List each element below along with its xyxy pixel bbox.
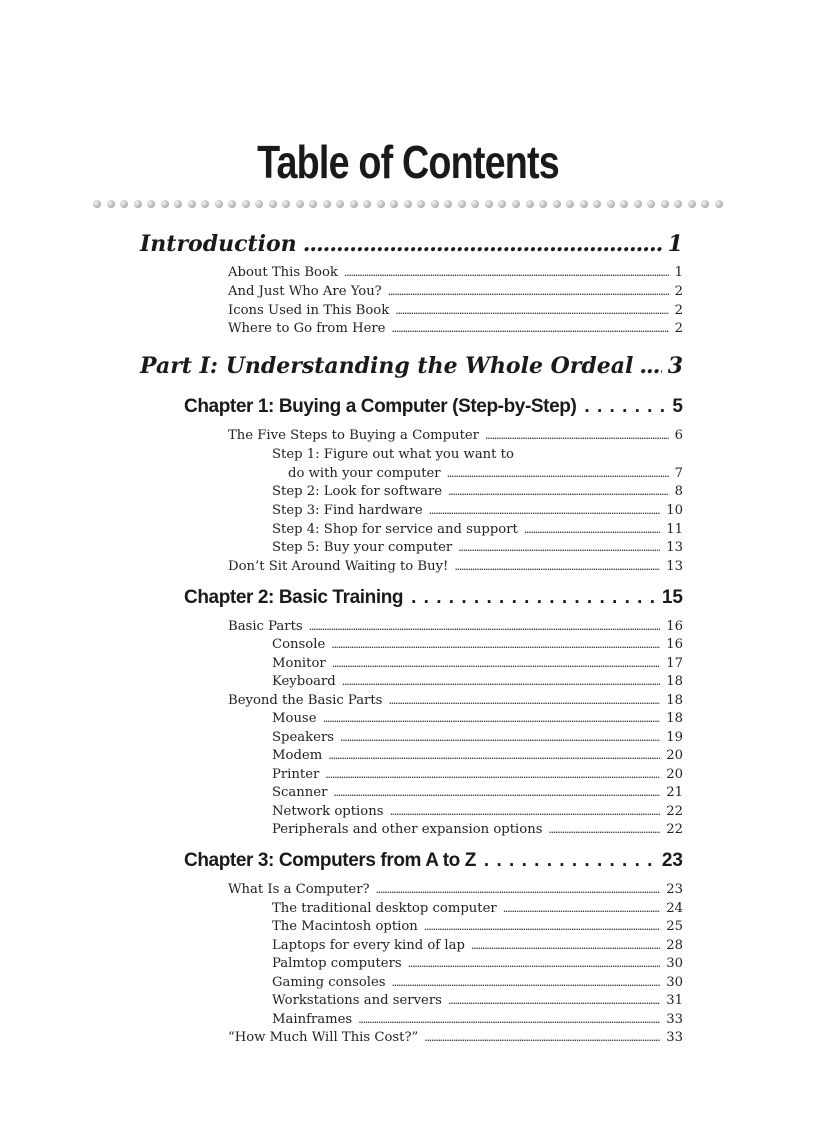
entry-title: Step 5: Buy your computer	[272, 540, 453, 555]
dotted-divider	[93, 198, 723, 210]
toc-entry[interactable]	[272, 900, 683, 919]
entry-title: Workstations and servers	[272, 993, 442, 1008]
dot-leader	[639, 352, 661, 380]
entry-title: “How Much Will This Cost?”	[228, 1030, 419, 1045]
page-title: Table of Contents	[257, 136, 559, 188]
chapter-page: 23	[661, 850, 683, 871]
entry-page: 18	[666, 674, 683, 689]
entry-title: Icons Used in This Book	[228, 303, 390, 318]
dot-leader	[331, 636, 660, 655]
toc-entry[interactable]	[272, 710, 683, 729]
dot-leader	[484, 849, 654, 873]
entry-page: 2	[674, 284, 683, 299]
entry-page: 7	[674, 466, 683, 481]
part-page: 1	[667, 231, 683, 257]
toc-entry[interactable]	[272, 483, 683, 502]
entry-page: 16	[666, 637, 683, 652]
entry-page: 13	[666, 559, 683, 574]
entry-title: Mainframes	[272, 1012, 353, 1027]
entry-page: 31	[666, 993, 683, 1008]
dot-leader	[411, 586, 654, 610]
toc-entry[interactable]	[228, 320, 683, 339]
dot-leader	[424, 918, 660, 937]
toc-entry[interactable]	[228, 881, 683, 900]
entry-title: Gaming consoles	[272, 975, 386, 990]
toc-entry[interactable]	[272, 784, 683, 803]
toc-entry[interactable]	[272, 766, 683, 785]
toc-entry[interactable]	[272, 974, 683, 993]
entry-title: Beyond the Basic Parts	[228, 693, 383, 708]
dot-leader	[503, 900, 661, 919]
dot-leader	[342, 673, 660, 692]
toc-entry[interactable]	[228, 427, 683, 446]
toc-entry[interactable]	[272, 821, 683, 840]
dot-leader	[309, 618, 661, 637]
dot-leader	[584, 395, 664, 419]
entry-title: Don’t Sit Around Waiting to Buy!	[228, 559, 449, 574]
chapter-page: 5	[672, 396, 683, 417]
toc-entry[interactable]	[272, 655, 683, 674]
entry-page: 21	[666, 785, 683, 800]
entry-page: 18	[666, 693, 683, 708]
dot-leader	[429, 502, 661, 521]
dot-leader	[485, 427, 669, 446]
toc-entry[interactable]	[272, 937, 683, 956]
dot-leader	[448, 992, 660, 1011]
toc-entry[interactable]	[272, 521, 683, 540]
dot-leader	[408, 955, 661, 974]
dot-leader	[391, 320, 668, 339]
toc-entry[interactable]	[272, 673, 683, 692]
toc-entry[interactable]	[228, 264, 683, 283]
entry-title: Scanner	[272, 785, 328, 800]
toc-entry[interactable]	[272, 539, 683, 558]
dot-leader	[454, 558, 660, 577]
part-page: 3	[667, 353, 683, 379]
part-title: Part I: Understanding the Whole Ordeal	[140, 353, 634, 379]
entry-page: 2	[674, 303, 683, 318]
entry-page: 30	[666, 975, 683, 990]
dot-leader	[358, 1011, 660, 1030]
entry-page: 8	[674, 484, 683, 499]
entry-title: Peripherals and other expansion options	[272, 822, 543, 837]
toc-entry[interactable]	[272, 918, 683, 937]
chapter-title: Chapter 1: Buying a Computer (Step-by-Step)	[184, 396, 577, 417]
entry-page: 6	[674, 428, 683, 443]
chapter-title: Chapter 2: Basic Training	[184, 587, 404, 608]
dot-leader	[471, 937, 660, 956]
part-title: Introduction	[140, 231, 297, 257]
entry-page: 11	[666, 522, 683, 537]
toc-entry[interactable]	[228, 283, 683, 302]
entry-title: The Macintosh option	[272, 919, 418, 934]
entry-title: Network options	[272, 804, 384, 819]
entry-page: 23	[666, 882, 683, 897]
entry-page: 28	[666, 938, 683, 953]
toc-entry[interactable]	[288, 465, 683, 484]
entry-title: Step 3: Find hardware	[272, 503, 423, 518]
dot-leader	[524, 521, 660, 540]
toc-entry[interactable]	[272, 729, 683, 748]
toc-entry[interactable]	[272, 636, 683, 655]
entry-title: Step 4: Shop for service and support	[272, 522, 518, 537]
dot-leader	[395, 302, 668, 321]
dot-leader	[303, 230, 662, 258]
entry-page: 10	[666, 503, 683, 518]
dot-leader	[323, 710, 661, 729]
entry-title: Console	[272, 637, 326, 652]
entry-page: 22	[666, 822, 683, 837]
dot-leader	[458, 539, 660, 558]
entry-page: 22	[666, 804, 683, 819]
toc-entry[interactable]	[228, 558, 683, 577]
dot-leader	[392, 974, 661, 993]
dot-leader	[389, 803, 660, 822]
entry-title: Modem	[272, 748, 323, 763]
dot-leader	[447, 465, 669, 484]
entry-title: Basic Parts	[228, 619, 303, 634]
entry-title: About This Book	[228, 265, 338, 280]
toc-chapter-2[interactable]	[184, 586, 683, 610]
dot-leader	[388, 283, 669, 302]
entry-title: Keyboard	[272, 674, 336, 689]
entry-page: 19	[666, 730, 683, 745]
dot-leader	[340, 729, 660, 748]
entry-page: 30	[666, 956, 683, 971]
dot-leader	[333, 784, 660, 803]
toc-entry[interactable]	[228, 302, 683, 321]
dot-leader	[325, 766, 660, 785]
entry-title: Monitor	[272, 656, 326, 671]
entry-title-line1[interactable]: Step 1: Figure out what you want to	[272, 447, 514, 462]
dot-leader	[328, 747, 660, 766]
entry-page: 17	[666, 656, 683, 671]
entry-title: Speakers	[272, 730, 335, 745]
entry-title: Printer	[272, 767, 320, 782]
toc-entry[interactable]	[272, 955, 683, 974]
entry-page: 20	[666, 748, 683, 763]
toc-entry[interactable]	[272, 747, 683, 766]
entry-title: Where to Go from Here	[228, 321, 386, 336]
entry-title: The Five Steps to Buying a Computer	[228, 428, 479, 443]
entry-title: Palmtop computers	[272, 956, 402, 971]
entry-title-line2: do with your computer	[288, 466, 441, 481]
dot-leader	[548, 821, 660, 840]
toc-entry[interactable]	[272, 803, 683, 822]
entry-title: Step 2: Look for software	[272, 484, 443, 499]
entry-page: 13	[666, 540, 683, 555]
entry-page: 33	[666, 1030, 683, 1045]
entry-page: 33	[666, 1012, 683, 1027]
entry-page: 25	[666, 919, 683, 934]
toc-chapter-3[interactable]	[184, 849, 683, 873]
toc-entry[interactable]	[228, 1029, 683, 1048]
dot-leader	[344, 264, 669, 283]
entry-title: Mouse	[272, 711, 317, 726]
dot-leader	[332, 655, 661, 674]
toc-entry[interactable]	[228, 618, 683, 637]
toc-part-introduction[interactable]	[140, 230, 683, 258]
entry-page: 20	[666, 767, 683, 782]
entry-title: What Is a Computer?	[228, 882, 370, 897]
entry-title: The traditional desktop computer	[272, 901, 497, 916]
toc-entry[interactable]	[228, 692, 683, 711]
chapter-title: Chapter 3: Computers from A to Z	[184, 850, 476, 871]
dot-leader	[388, 692, 660, 711]
entry-page: 24	[666, 901, 683, 916]
toc-entry[interactable]	[272, 1011, 683, 1030]
toc-entry[interactable]	[272, 992, 683, 1011]
dot-leader	[376, 881, 661, 900]
entry-title: Laptops for every kind of lap	[272, 938, 465, 953]
entry-page: 16	[666, 619, 683, 634]
entry-page: 2	[674, 321, 683, 336]
chapter-page: 15	[661, 587, 683, 608]
entry-title: And Just Who Are You?	[228, 284, 382, 299]
dot-leader	[424, 1029, 660, 1048]
toc-chapter-1[interactable]	[184, 395, 683, 419]
entry-page: 18	[666, 711, 683, 726]
entry-page: 1	[674, 265, 683, 280]
toc-entry[interactable]	[272, 502, 683, 521]
dot-leader	[448, 483, 669, 502]
toc-part-1[interactable]	[140, 352, 683, 380]
